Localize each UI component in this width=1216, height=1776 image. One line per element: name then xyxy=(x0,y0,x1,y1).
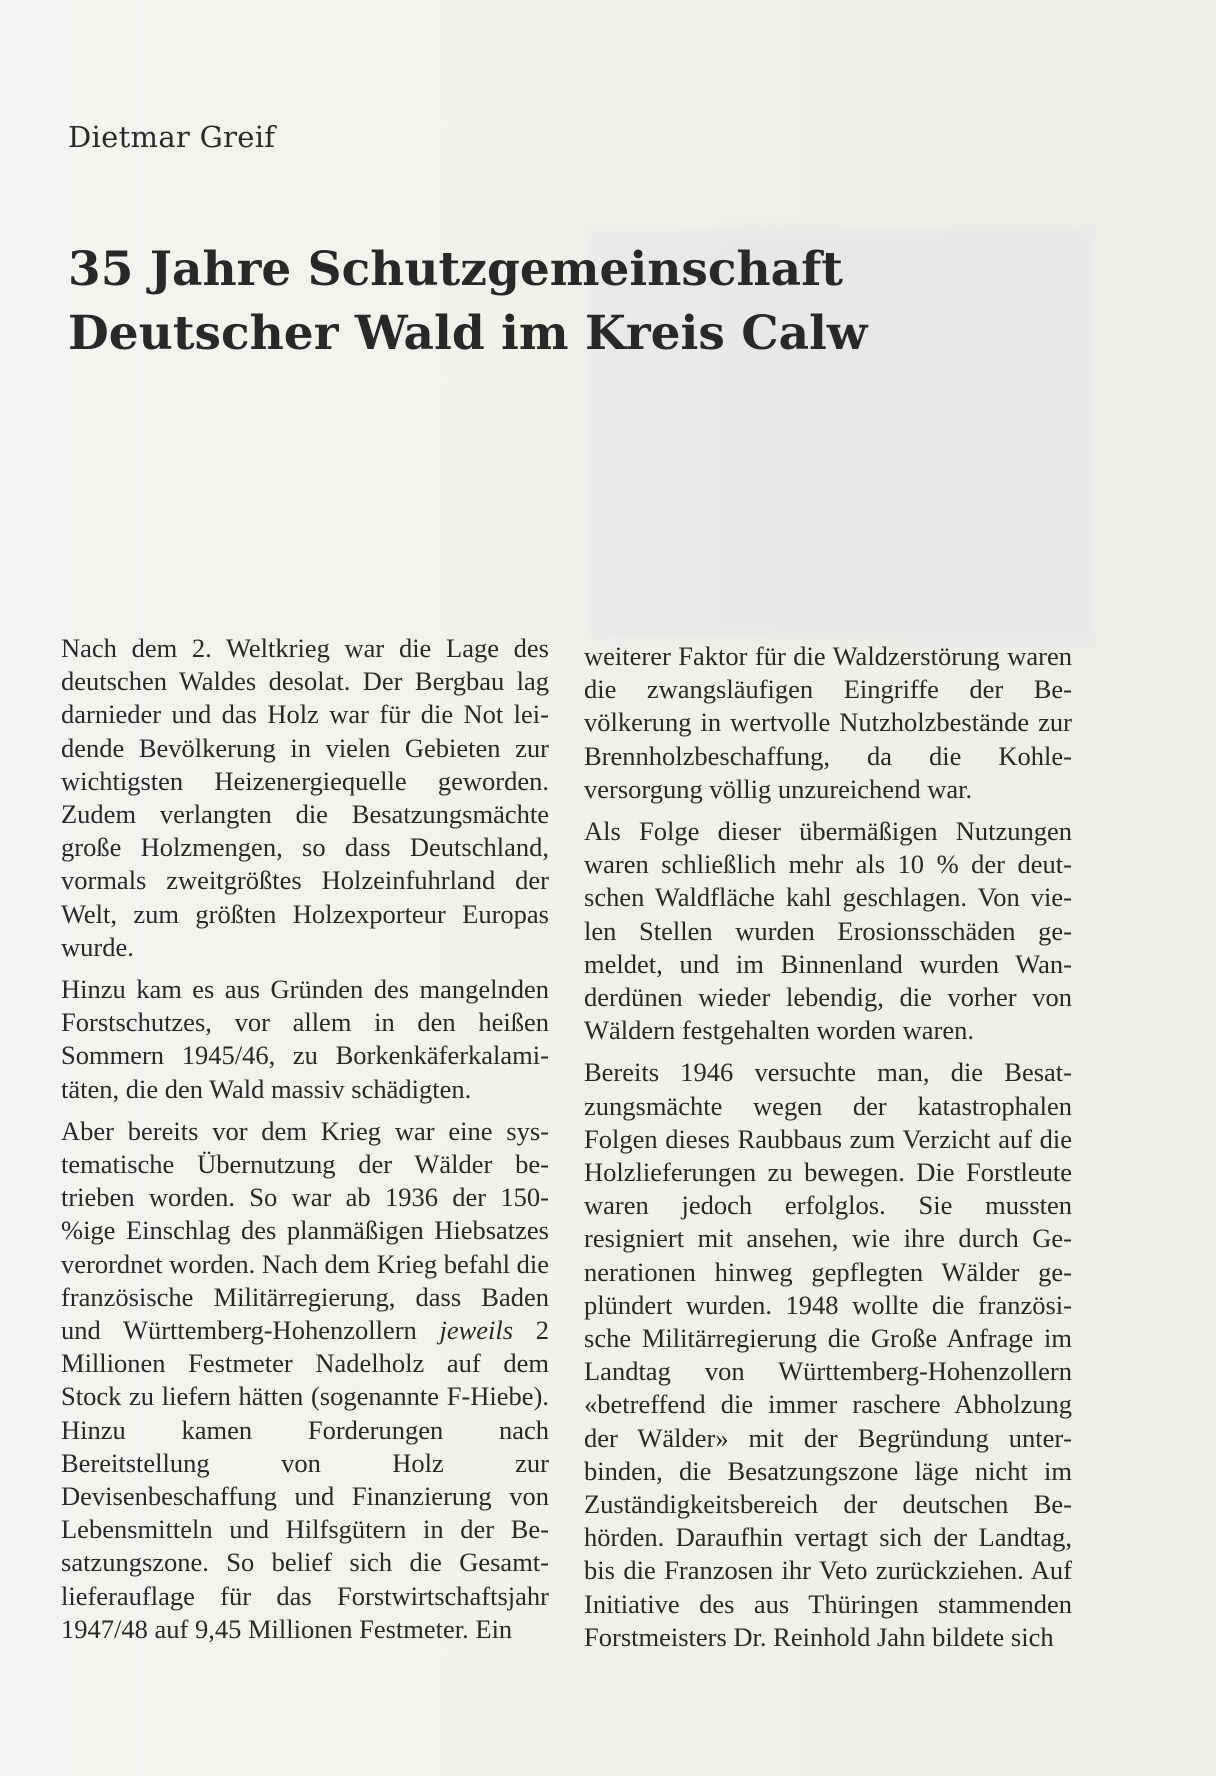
paragraph: Hinzu kam es aus Gründen des mangelnden Forstschutzes, vor allem in den heißen Sommern 1945/46, zu Borkenkäferkalamitäten, die den Wald massiv schädigten. xyxy=(61,974,549,1104)
paragraph-text: Aber bereits vor dem Krieg war eine systematische Übernutzung der Wälder betrieben worden. So war ab 1936 der 150-%ige Einschlag des planmäßigen Hiebsatzes verordnet worden. Nach dem Krieg befahl die französische Militärregierung, dass Baden und Württemberg-Hohenzollern xyxy=(61,1115,549,1346)
paragraph xyxy=(61,1115,549,1646)
paragraph: Als Folge dieser übermäßigen Nutzungen waren schließlich mehr als 10 % der deutschen Waldfläche kahl geschlagen. Von vielen Stellen wurden Erosionsschäden gemeldet, und im Binnenland wurden Wanderdünen wieder lebendig, die vorher von Wäldern festgehalten worden waren. xyxy=(584,816,1072,1046)
paragraph-text: 2 Millionen Festmeter Nadelholz auf dem Stock zu liefern hätten (sogenannte F-Hiebe). Hinzu kamen Forderungen nach Bereitstellung von Holz zur Devisenbeschaffung und Finanzierung von Lebensmitteln und Hilfsgütern in der Besatzungszone. So belief sich die Gesamtlieferauflage für das Forstwirtschaftsjahr 1947/48 auf 9,45 Millionen Festmeter. Ein xyxy=(61,1315,549,1644)
paragraph: Bereits 1946 versuchte man, die Besatzungsmächte wegen der katastrophalen Folgen dieses Raubbaus zum Verzicht auf die Holzlieferungen zu bewegen. Die Forstleute waren jedoch erfolglos. Sie mussten resigniert mit ansehen, wie ihre durch Generationen hinweg gepflegten Wälder geplündert wurden. 1948 wollte die französische Militärregierung die Große Anfrage im Landtag von Württemberg-Hohenzollern «betreffend die immer raschere Abholzung der Wälder» mit der Begründung unterbinden, die Besatzungszone läge nicht im Zuständigkeitsbereich der deutschen Behörden. Daraufhin vertagt sich der Landtag, bis die Franzosen ihr Veto zurückziehen. Auf Initiative des aus Thüringen stammenden Forstmeisters Dr. Reinhold Jahn bildete sich xyxy=(584,1057,1072,1652)
right-text-column xyxy=(584,640,1072,1663)
article-title: 35 Jahre Schutzgemeinschaft Deutscher Wald im Kreis Calw xyxy=(68,242,868,361)
paragraph: weiterer Faktor für die Waldzerstörung waren die zwangsläufigen Eingriffe der Bevölkerung in wertvolle Nutzholzbestände zur Brennholzbeschaffung, da die Kohleversorgung völlig unzureichend war. xyxy=(584,641,1072,804)
author-name: Dietmar Greif xyxy=(68,120,276,154)
emphasized-word: jeweils xyxy=(439,1315,514,1346)
paragraph: Nach dem 2. Weltkrieg war die Lage des deutschen Waldes desolat. Der Bergbau lag darnieder und das Holz war für die Not leidende Bevölkerung in vielen Gebieten zur wichtigsten Heizenergiequelle geworden. Zudem verlangten die Besatzungsmächte große Holzmengen, so dass Deutschland, vormals zweitgrößtes Holzeinfuhrland der Welt, zum größten Holzexporteur Europas wurde. xyxy=(61,633,549,962)
left-text-column xyxy=(61,632,549,1655)
